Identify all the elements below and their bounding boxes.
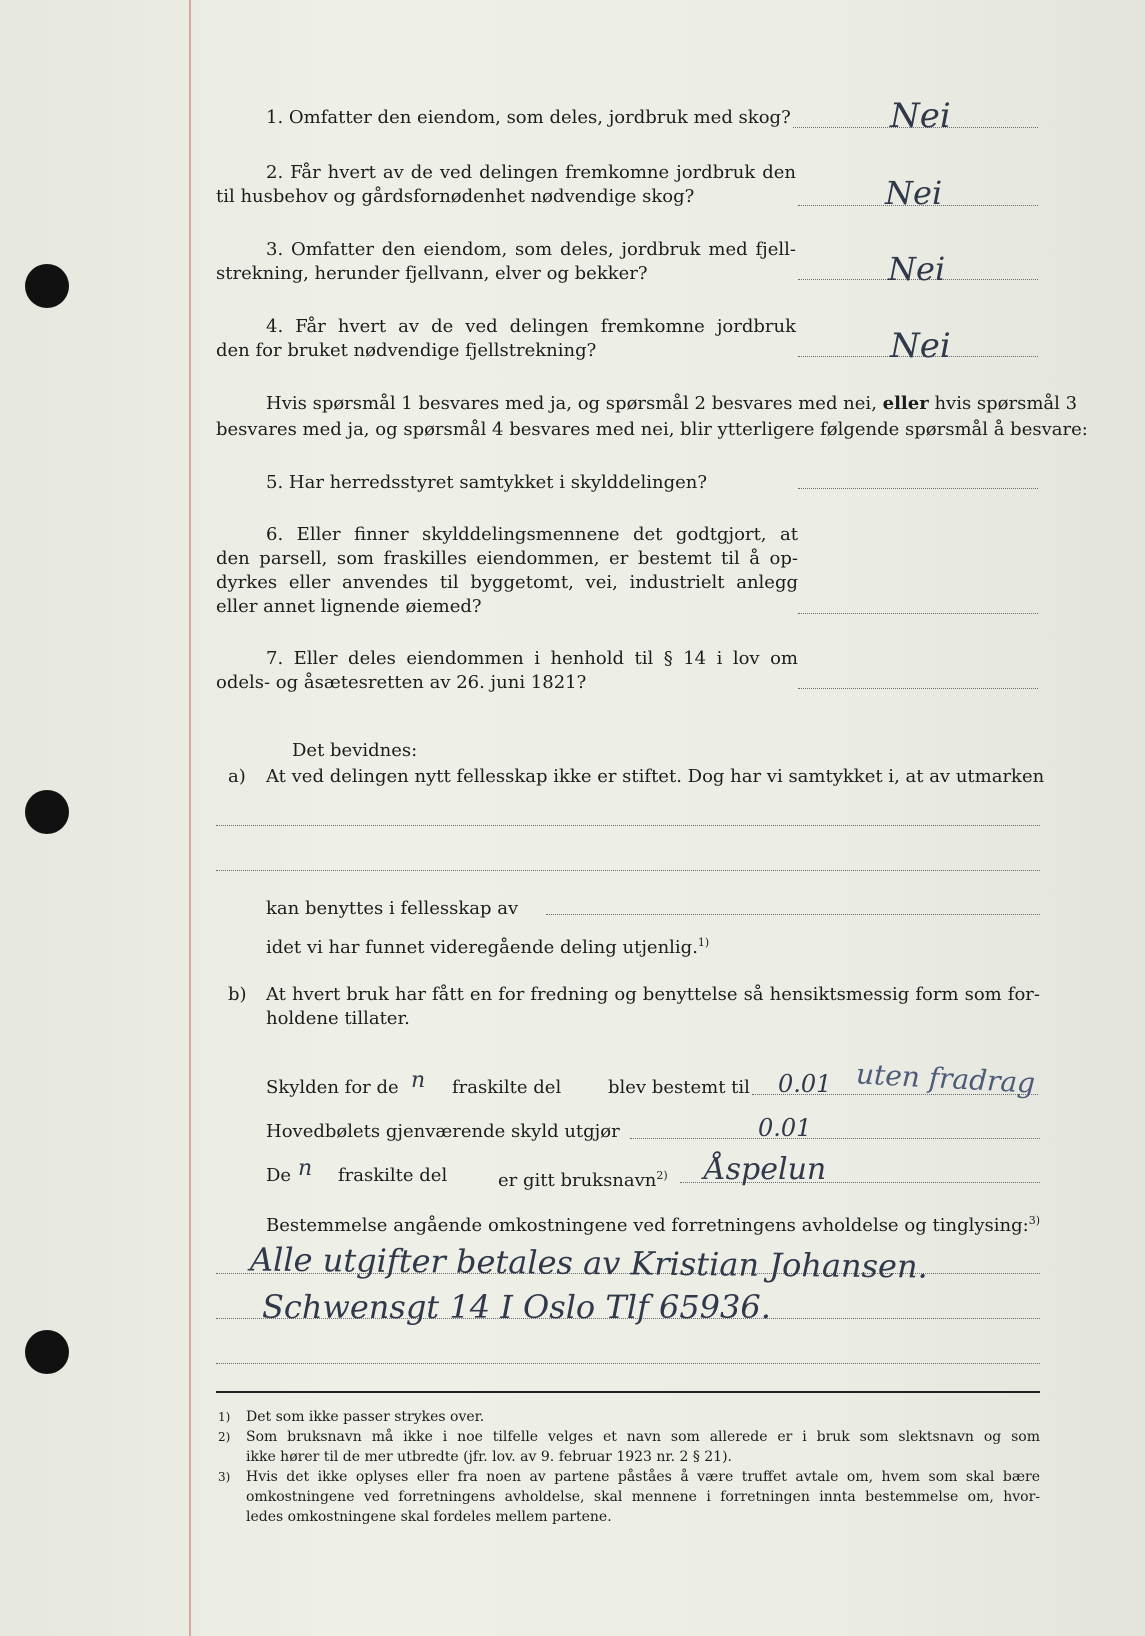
item-b-line2: holdene tillater. [266, 1008, 410, 1029]
condition-line1 [266, 392, 1078, 416]
bestemmelse-label-text: Bestemmelse angående omkostningene ved forretningens avholdelse og tinglysing: [266, 1215, 1029, 1236]
question-1: 1. Omfatter den eiendom, som deles, jordbruk med skog? [266, 107, 791, 128]
margin-line [189, 0, 191, 1636]
bruksnavn-hw-n: n [298, 1156, 313, 1181]
footnote-rule [216, 1391, 1040, 1393]
hovedbol-line [630, 1138, 1040, 1139]
bruksnavn-label-c [498, 1164, 668, 1193]
footnote-1-line1: Det som ikke passer strykes over. [246, 1409, 485, 1425]
condition-line2: besvares med ja, og spørsmål 4 besvares med nei, blir ytterligere følgende spørsmål å besvare: [216, 419, 1088, 440]
skyld-note: uten fradrag [855, 1057, 1036, 1100]
skyld-label-c: blev bestemt til [608, 1077, 750, 1098]
skyld-label-a: Skylden for de [266, 1077, 399, 1098]
footnote-1-num: 1) [218, 1410, 231, 1424]
hovedbol-label: Hovedbølets gjenværende skyld utgjør [266, 1121, 620, 1142]
answer-3: Nei [888, 250, 946, 288]
question-5: 5. Har herredsstyret samtykket i skylddelingen? [266, 472, 707, 493]
footnote-2-line1: Som bruksnavn må ikke i noe tilfelle velges et navn som allerede er i bruk som slektsnavn og som [246, 1429, 1040, 1445]
bruksnavn-label-b: fraskilte del [338, 1165, 448, 1186]
question-2-line1: 2. Får hvert av de ved delingen fremkomne jordbruk den [266, 162, 796, 183]
item-a-label: a) [228, 766, 246, 787]
question-6-line3: dyrkes eller anvendes til byggetomt, vei, industrielt anlegg [216, 572, 798, 593]
answer-1: Nei [890, 96, 951, 136]
bruksnavn-value: Åspelun [704, 1152, 827, 1187]
condition-text-b: hvis spørsmål 3 [928, 393, 1078, 414]
punch-hole [25, 790, 69, 834]
question-2-line2: til husbehov og gårdsfornødenhet nødvendige skog? [216, 186, 695, 207]
footnote-2-line2: ikke hører til de mer utbredte (jfr. lov. av 9. februar 1923 nr. 2 § 21). [246, 1449, 733, 1465]
item-a-text: At ved delingen nytt fellesskap ikke er stiftet. Dog har vi samtykket i, at av utmarken [266, 766, 1045, 787]
kan-benyttes-line [546, 914, 1040, 915]
punch-hole [25, 1330, 69, 1374]
answer-4: Nei [890, 326, 951, 366]
footnote-3-line1: Hvis det ikke oplyses eller fra noen av partene påståes å være truffet avtale om, hvem som skal bære [246, 1469, 1040, 1485]
question-7-line1: 7. Eller deles eiendommen i henhold til § 14 i lov om [266, 648, 798, 669]
bestemmelse-label [266, 1209, 1040, 1238]
item-b-line1: At hvert bruk har fått en for fredning og benyttelse så hensiktsmessig form som for- [266, 984, 1040, 1005]
answer-line-7 [798, 688, 1038, 689]
bruksnavn-label-a: De [266, 1165, 292, 1186]
bruksnavn-label-text: er gitt bruksnavn [498, 1170, 657, 1191]
bestemmelse-hw-line1: Alle utgifter betales av Kristian Johansen. [249, 1240, 928, 1286]
blank-line [216, 825, 1040, 826]
question-6-line4: eller annet lignende øiemed? [216, 596, 482, 617]
bestemmelse-line-3 [216, 1363, 1040, 1364]
blank-line [216, 870, 1040, 871]
footnote-3-line3: ledes omkostningene skal fordeles mellem partene. [246, 1509, 612, 1525]
answer-2: Nei [885, 174, 943, 212]
item-b-label: b) [228, 984, 247, 1005]
question-4-line1: 4. Får hvert av de ved delingen fremkomne jordbruk [266, 316, 796, 337]
skyld-label-b: fraskilte del [452, 1077, 562, 1098]
answer-line-5 [798, 488, 1038, 489]
hovedbol-value: 0.01 [758, 1114, 812, 1142]
idet-text [266, 931, 709, 960]
question-3-line1: 3. Omfatter den eiendom, som deles, jordbruk med fjell- [266, 239, 796, 260]
condition-text-a: Hvis spørsmål 1 besvares med ja, og spørsmål 2 besvares med nei, [266, 393, 883, 414]
question-7-line2: odels- og åsætesretten av 26. juni 1821? [216, 672, 587, 693]
punch-hole [25, 264, 69, 308]
footnote-3-line2: omkostningene ved forretningens avholdelse, skal mennene i forretningen innta bestemmelse om, hvor- [246, 1489, 1040, 1505]
condition-bold: eller [882, 393, 929, 414]
bestemmelse-hw-line2: Schwensgt 14 I Oslo Tlf 65936. [262, 1288, 771, 1326]
answer-line-6 [798, 613, 1038, 614]
question-6-line2: den parsell, som fraskilles eiendommen, er bestemt til å op- [216, 548, 798, 569]
skyld-hw-n: n [411, 1068, 426, 1093]
footnote-3-num: 3) [218, 1470, 231, 1484]
skyld-value: 0.01 [778, 1070, 832, 1098]
question-6-line1: 6. Eller finner skylddelingsmennene det godtgjort, at [266, 524, 798, 545]
footnote-ref-1: 1) [697, 936, 710, 949]
footnote-2-num: 2) [218, 1430, 231, 1444]
bevidnes-heading: Det bevidnes: [292, 740, 418, 761]
footnote-ref-3: 3) [1028, 1214, 1040, 1227]
idet-text-main: idet vi har funnet videregående deling utjenlig. [266, 937, 698, 958]
question-3-line2: strekning, herunder fjellvann, elver og bekker? [216, 263, 648, 284]
question-4-line2: den for bruket nødvendige fjellstrekning? [216, 340, 597, 361]
footnote-ref-2: 2) [656, 1169, 668, 1182]
kan-benyttes-label: kan benyttes i fellesskap av [266, 898, 519, 919]
